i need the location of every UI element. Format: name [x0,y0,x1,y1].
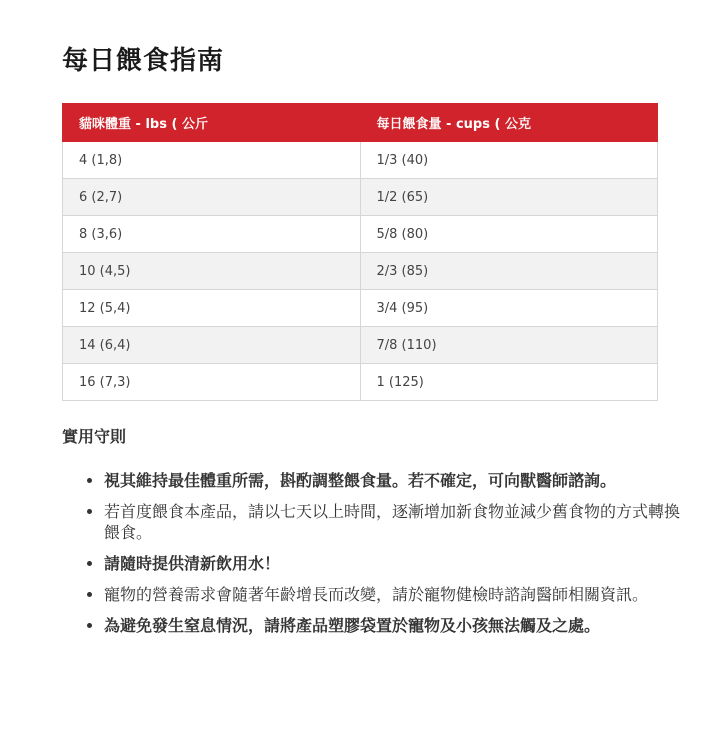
tips-list [62,470,694,646]
list-item: • 寵物的營養需求會隨著年齡增長而改變，請於寵物健檢時諮詢醫師相關資訊。 [104,584,694,605]
cell-daily-amount: 1/2 (65) [360,179,658,216]
column-header-cat-weight: 貓咪體重 - lbs ( 公斤 [63,104,361,142]
list-item: • 為避免發生窒息情況，請將產品塑膠袋置於寵物及小孩無法觸及之處。 [104,615,694,636]
table-row [63,327,658,364]
cell-daily-amount: 1 (125) [360,364,658,401]
feeding-guide-table [62,103,658,401]
cell-daily-amount: 5/8 (80) [360,216,658,253]
list-item: • 視其維持最佳體重所需，斟酌調整餵食量。若不確定，可向獸醫師諮詢。 [104,470,694,491]
table-header-row [63,104,658,142]
table-row [63,253,658,290]
cell-daily-amount: 7/8 (110) [360,327,658,364]
cell-cat-weight: 10 (4,5) [63,253,361,290]
column-header-daily-amount: 每日餵食量 - cups ( 公克 [360,104,658,142]
cell-cat-weight: 16 (7,3) [63,364,361,401]
table-row [63,142,658,179]
cell-daily-amount: 2/3 (85) [360,253,658,290]
cell-cat-weight: 8 (3,6) [63,216,361,253]
cell-daily-amount: 1/3 (40) [360,142,658,179]
list-item: • 請隨時提供清新飲用水！ [104,553,694,574]
tips-heading: 實用守則 [62,427,127,446]
cell-cat-weight: 12 (5,4) [63,290,361,327]
table-row [63,290,658,327]
cell-cat-weight: 6 (2,7) [63,179,361,216]
list-item: • 若首度餵食本產品，請以七天以上時間，逐漸增加新食物並減少舊食物的方式轉換餵食。 [104,501,694,543]
table-row [63,364,658,401]
cell-cat-weight: 14 (6,4) [63,327,361,364]
cell-cat-weight: 4 (1,8) [63,142,361,179]
page-title: 每日餵食指南 [62,46,225,76]
cell-daily-amount: 3/4 (95) [360,290,658,327]
table-row [63,216,658,253]
table-row [63,179,658,216]
